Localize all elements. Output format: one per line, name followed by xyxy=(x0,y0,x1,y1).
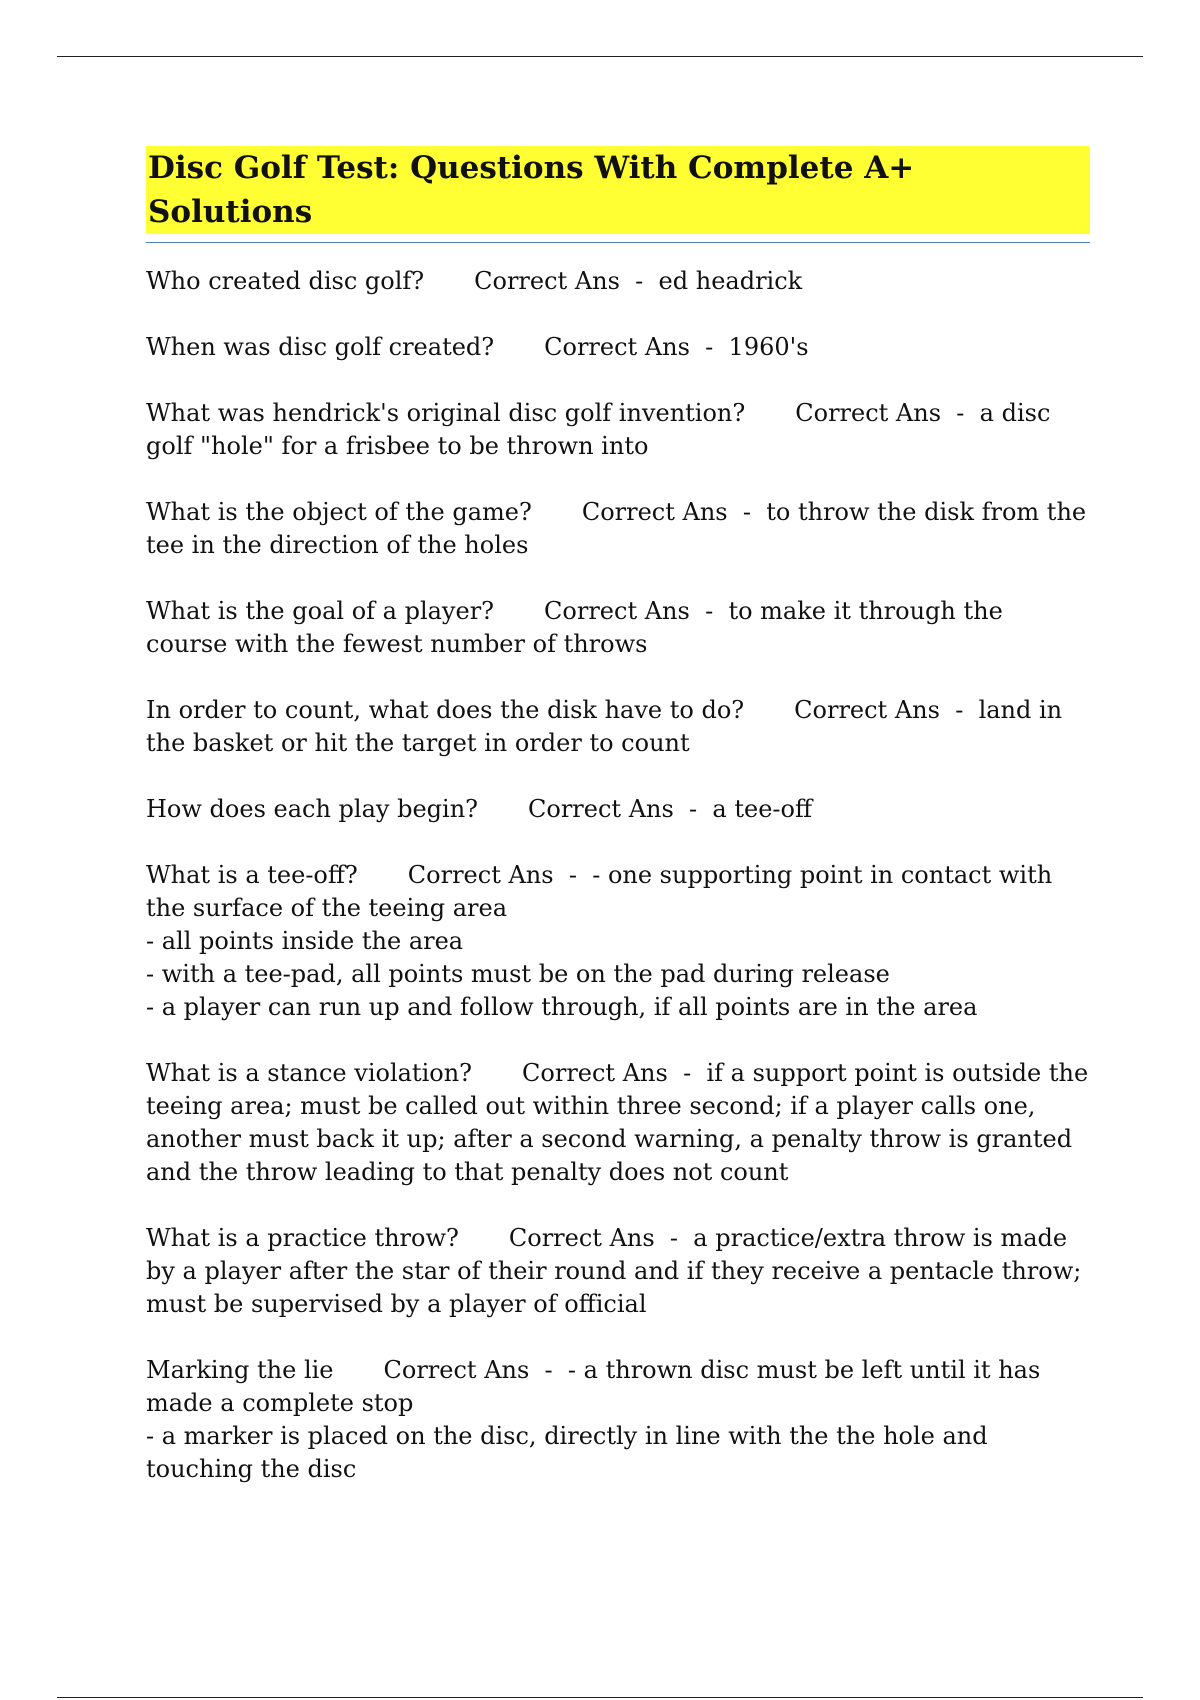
answer-text: ed headrick xyxy=(658,267,803,295)
qa-item xyxy=(146,1057,1096,1189)
answer-text: land in the basket or hit the target in order to count xyxy=(146,696,1070,757)
question-text: What was hendrick's original disc golf invention? xyxy=(146,399,746,427)
answer-label: Correct Ans - xyxy=(544,597,729,625)
qa-item xyxy=(146,397,1090,463)
document-title: Disc Golf Test: Questions With Complete A+ Solutions xyxy=(146,146,1090,234)
answer-text: 1960's xyxy=(728,333,809,361)
answer-label: Correct Ans - xyxy=(508,1224,694,1252)
answer-label: Correct Ans - xyxy=(407,861,593,889)
qa-item xyxy=(146,496,1094,562)
document-body xyxy=(146,146,1096,1519)
answer-text: - a thrown disc must be left until it has made a complete stop - a marker is placed on the disc, directly in line with the the hole and touching the disc xyxy=(146,1356,1041,1483)
qa-item xyxy=(146,793,1090,826)
qa-item xyxy=(146,265,1090,298)
answer-text: - one supporting point in contact with the surface of the teeing area - all points inside the area - with a tee-pad, all points must be on the pad during release - a player can run up and follow through, if all points are in the area xyxy=(146,861,1053,1021)
answer-text: a disc golf "hole" for a frisbee to be thrown into xyxy=(146,399,1059,460)
answer-text: to throw the disk from the tee in the direction of the holes xyxy=(146,498,1094,559)
question-text: In order to count, what does the disk have to do? xyxy=(146,696,745,724)
answer-text: if a support point is outside the teeing area; must be called out within three second; if a player calls one, another must back it up; after a second warning, a penalty throw is granted and the throw leading to that penalty does not count xyxy=(146,1059,1096,1186)
answer-label: Correct Ans - xyxy=(383,1356,568,1384)
qa-item xyxy=(146,1222,1090,1321)
question-text: When was disc golf created? xyxy=(146,333,495,361)
page-bottom-rule xyxy=(57,1697,1143,1698)
answer-label: Correct Ans - xyxy=(795,399,980,427)
question-text: What is a tee-off? xyxy=(146,861,358,889)
qa-list xyxy=(146,265,1096,1486)
answer-label: Correct Ans - xyxy=(522,1059,707,1087)
qa-item xyxy=(146,1354,1090,1486)
qa-item xyxy=(146,694,1090,760)
question-text: What is a stance violation? xyxy=(146,1059,473,1087)
question-text: What is a practice throw? xyxy=(146,1224,459,1252)
answer-label: Correct Ans - xyxy=(794,696,979,724)
qa-item xyxy=(146,595,1090,661)
question-text: Who created disc golf? xyxy=(146,267,425,295)
answer-label: Correct Ans - xyxy=(528,795,713,823)
question-text: What is the object of the game? xyxy=(146,498,532,526)
question-text: What is the goal of a player? xyxy=(146,597,495,625)
answer-label: Correct Ans - xyxy=(581,498,767,526)
answer-text: a tee-off xyxy=(712,795,813,823)
qa-item xyxy=(146,859,1090,1024)
answer-label: Correct Ans - xyxy=(544,333,729,361)
title-block xyxy=(146,146,1090,243)
answer-text: a practice/extra throw is made by a player after the star of their round and if they receive a pentacle throw; must be supervised by a player of official xyxy=(146,1224,1089,1318)
question-text: How does each play begin? xyxy=(146,795,479,823)
page-top-rule xyxy=(57,56,1143,57)
answer-text: to make it through the course with the fewest number of throws xyxy=(146,597,1011,658)
question-text: Marking the lie xyxy=(146,1356,334,1384)
answer-label: Correct Ans - xyxy=(474,267,659,295)
qa-item xyxy=(146,331,1090,364)
